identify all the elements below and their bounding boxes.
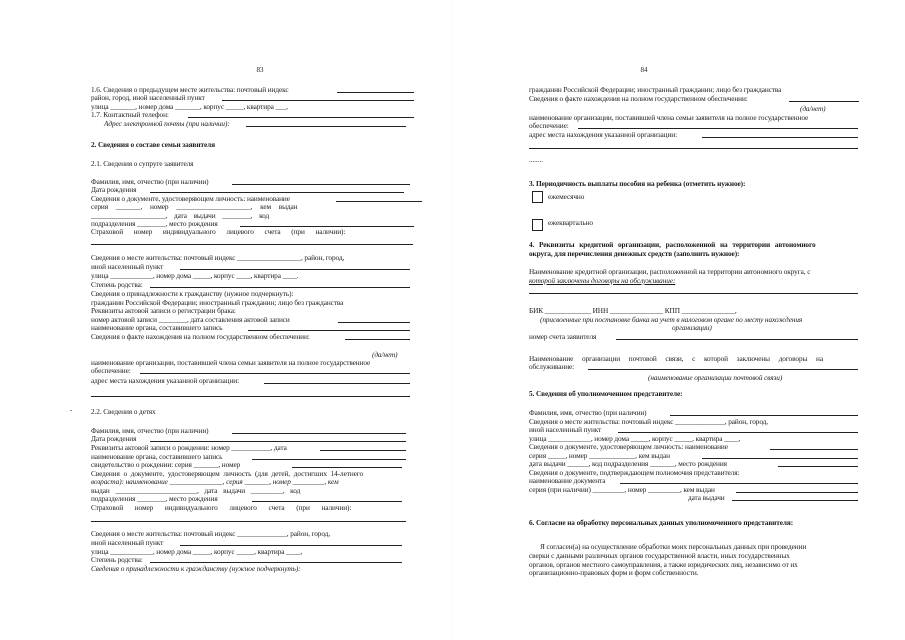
text-line: Фамилия, имя, отчество (при наличии) [91,177,209,186]
text-line: наименование организации, поставившей члена семьи заявителя на полное государственное [91,358,371,367]
text-line: серия _____, номер _____________, кем выдан [529,451,670,460]
text-line: улица ____________, номер дома _____, корпус _____, квартира ____, [529,434,741,443]
text-line: Фамилия, имя, отчество (при наличии) [529,408,647,417]
text-line: обеспечение: [529,121,569,130]
text-line: обслуживание: [529,362,575,371]
fill-line [732,500,858,501]
text-line: серия _______, номер _____________________, кем выдан [91,202,298,211]
text-line: дата выдачи [688,493,725,502]
fill-line [140,373,410,374]
text-line: гражданин Российской Федерации; иностранный гражданин; лицо без гражданства [529,85,782,94]
fill-line [252,501,402,502]
fill-line [529,293,858,294]
fill-line [337,92,414,93]
text-line: Фамилия, имя, отчество (при наличии) [91,426,209,435]
fill-line [150,562,402,563]
text-line: Степень родства: [91,555,143,564]
text-line: наименование органа, составившего запись [91,323,223,332]
quarterly-checkbox[interactable] [532,219,543,231]
fill-line [246,126,406,127]
text-line: Реквизиты актовой записи о рождении: номер ___________, дата [91,443,287,452]
text-line: которой заключены договоры на обслуживание: [529,276,676,285]
fill-line [320,450,406,451]
text-line: выдан _______________________, дата выдачи _________, код [91,486,301,495]
text-line: 1.6. Сведения о предыдущем месте жительства: почтовый индекс [91,85,289,94]
checkbox-label: ежемесячно [548,192,585,201]
section-heading: 4. Реквизиты кредитной организации, расположенной на территории автономного [529,240,816,249]
fill-line [222,100,414,101]
text-line: Сведения о месте жительства: почтовый индекс ______________, район, город, [91,529,331,538]
text-line: Адрес электронной почты (при наличии): [104,119,230,128]
text-line: наименование организации, поставившей члена семьи заявителя на полное государственное [529,113,809,122]
fill-line [264,383,410,384]
text-line: (да/нет) [372,350,398,359]
text-line: номер актовой записи ________, дата составления актовой записи [91,315,290,324]
fill-line [736,492,858,493]
fill-line [789,101,859,102]
text-line: _____________________, дата выдачи ________, код [91,211,270,220]
fill-line [336,201,422,202]
text-line: возраста): наименование _______________, серия _______, номер _________, кем [91,477,339,486]
text-line: 1.7. Контактный телефон: [91,110,169,119]
text-line: сверки с данными различных органов государственной власти, иных государственных [529,551,790,560]
fill-line [188,117,414,118]
section-heading: 2.2. Сведения о детях [91,407,156,416]
text-line: Сведения о документе, удостоверяющем личность (для детей, достигших 14-летнего [91,469,364,478]
fill-line [778,466,858,467]
section-heading: 2.1. Сведения о супруге заявителя [91,159,194,168]
left-page [0,0,452,640]
text-line: наименование документа [529,476,606,485]
text-line: иной населенный пункт [529,425,602,434]
fill-line [578,128,858,129]
text-line: иной населенный пункт [91,262,164,271]
text-line: (присвоенные при постановке банка на учет в налоговом органе по месту нахождения [540,315,803,324]
text-line: подразделения ________, место рождения [91,219,218,228]
fill-line [616,339,858,340]
text-line: дата выдачи ______, код подразделения _______, место рождения [529,459,727,468]
fill-line [150,441,406,442]
text-line: наименование органа, составившего запись [91,452,223,461]
text-line: организационно-правовых форм и форм собственности. [529,568,699,577]
text-line: организации) [672,323,712,332]
fill-line [588,369,858,370]
text-line: Сведения о принадлежности к гражданству (нужное подчеркнуть): [91,564,301,573]
text-line: Сведения о документе, подтверждающем полномочия представителя: [529,468,740,477]
text-line: район, город, иной населенный пункт [91,93,205,102]
text-line: адрес места нахождения указанной организации: [529,130,677,139]
fill-line [702,137,858,138]
text-line: подразделения ________, место рождения [91,494,218,503]
text-line: Наименование кредитной организации, расположенной на территории автономного округа, с [529,267,811,276]
monthly-checkbox[interactable] [532,191,543,203]
section-heading: 2. Сведения о составе семьи заявителя [91,140,215,149]
text-line: Дата рождения [91,185,137,194]
text-line: органов, органов местного самоуправления, а также юридических лиц, независимо от их [529,560,798,569]
fill-line [618,432,858,433]
text-line: (наименование организации почтовой связи) [648,373,783,382]
fill-line [338,322,410,323]
page-number: 84 [640,66,648,74]
text-line: Наименование организации почтовой связи, с которой заключены договоры на [529,354,823,363]
fill-line [529,148,858,149]
text-line: ........ [529,155,543,164]
text-line: Сведения о принадлежности к гражданству (нужное подчеркнуть): [91,289,294,298]
text-line: Реквизиты актовой записи о регистрации брака: [91,306,236,315]
fill-line [150,287,410,288]
text-line: адрес места нахождения указанной организации: [91,376,239,385]
fill-line [180,269,410,270]
section-heading: 6. Согласие на обработку персональных данных уполномоченного представителя: [529,518,794,527]
fill-line [620,483,858,484]
fill-line [232,433,406,434]
fill-line [180,545,402,546]
text-line: Дата рождения [91,434,137,443]
fill-line [91,521,406,522]
text-line: улица ____________, номер дома _____, корпус ____, квартира ____. [91,271,299,280]
fill-line [91,396,410,397]
scan-mark: - [70,406,73,414]
text-line: номер счета заявителя [529,332,597,341]
fill-line [252,459,406,460]
text-line: Сведения о месте жительства: почтовый индекс __________________, район, город, [91,253,345,262]
text-line: свидетельство о рождении: серия _______, номер [91,460,241,469]
text-line: Сведения о факте нахождения на полном государственном обеспечении: [529,94,748,103]
text-line: иной населенный пункт [91,538,164,547]
text-line: БИК _____________ ИНН _______________ КПП _______________, [529,306,737,315]
text-line: Сведения о месте жительства: почтовый индекс ______________, район, город, [529,417,769,426]
text-line: Сведения о документе, удостоверяющем личность: наименование [529,442,728,451]
text-line: серия (при наличии) _________, номер _________, кем выдан [529,485,715,494]
text-line: обеспечение: [91,366,131,375]
right-page [452,0,905,640]
fill-line [670,415,858,416]
text-line: гражданин Российской Федерации; иностранный гражданин; лицо без гражданства [91,298,344,307]
section-heading: 5. Сведения об уполномоченном представителе: [529,389,683,398]
text-line: Сведения о факте нахождения на полном государственном обеспечении: [91,332,310,341]
text-line: Страховой номер индивидуального лицевого счета (при наличии): [91,227,346,236]
fill-line [770,449,858,450]
text-line: улица _______, номер дома _______, корпус _____, квартира ___, [91,102,288,111]
text-line: Степень родства: [91,280,143,289]
text-line: Сведения о документе, удостоверяющем личность: наименование [91,194,290,203]
text-line: улица ____________, номер дома _____, корпус _____, квартира ____, [91,547,303,556]
section-heading: округа, для перечисления денежных средств (заполнить нужное): [529,249,740,258]
text-line: (да/нет) [800,104,826,113]
checkbox-label: ежеквартально [548,218,593,227]
fill-line [91,244,413,245]
text-line: Я согласен(а) на осуществление обработки моих персональных данных при проведении [540,542,807,551]
fill-line [248,330,410,331]
fill-line [150,192,404,193]
fill-line [345,339,410,340]
text-line: Страховой номер индивидуального лицевого счета (при наличии): [91,503,352,512]
fill-line [232,184,410,185]
section-heading: 3. Периодичность выплаты пособия на ребенка (отметить нужное): [529,179,746,188]
page-number: 83 [256,66,264,74]
fill-line [292,467,402,468]
